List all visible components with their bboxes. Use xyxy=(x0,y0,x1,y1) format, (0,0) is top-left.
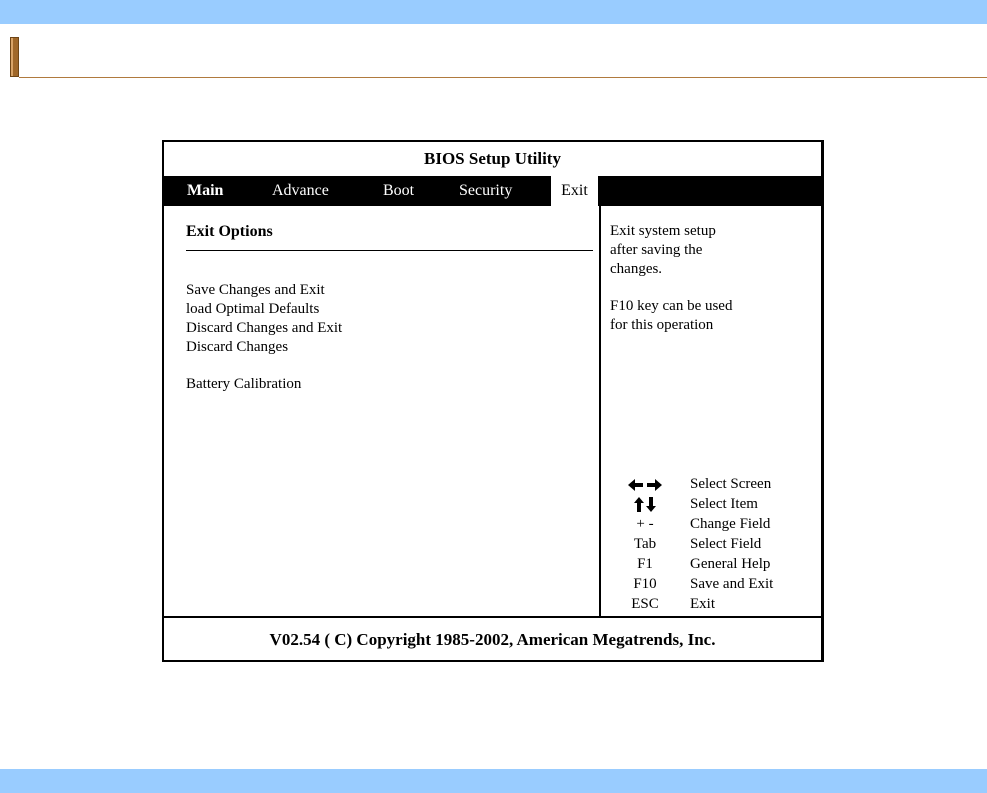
tab-advance[interactable]: Advance xyxy=(272,182,329,199)
option-discard-changes[interactable]: Discard Changes xyxy=(186,339,289,355)
tab-security[interactable]: Security xyxy=(459,182,513,199)
bios-setup-window xyxy=(162,140,824,662)
key-label: F1 xyxy=(637,556,653,572)
exit-options-pane xyxy=(164,206,599,616)
bios-menubar xyxy=(164,176,821,206)
key-desc: Select Item xyxy=(690,496,758,512)
pane-divider xyxy=(599,206,601,616)
left-right-arrows-icon xyxy=(610,474,680,494)
tab-exit[interactable]: Exit xyxy=(551,176,598,206)
option-load-optimal-defaults[interactable]: load Optimal Defaults xyxy=(186,301,320,317)
bottom-banner xyxy=(0,769,987,793)
key-desc: Select Field xyxy=(690,536,762,552)
section-marker xyxy=(10,37,19,77)
help-note-line: for this operation xyxy=(610,317,714,333)
help-line: changes. xyxy=(610,261,663,277)
up-down-arrows-icon xyxy=(610,494,680,514)
key-desc: Save and Exit xyxy=(690,576,774,592)
key-desc: Select Screen xyxy=(690,476,772,492)
key-desc: Exit xyxy=(690,596,715,612)
key-desc: Change Field xyxy=(690,516,771,532)
key-label: ESC xyxy=(631,596,659,612)
section-heading: Exit Options xyxy=(186,223,273,240)
tab-main[interactable]: Main xyxy=(187,182,224,199)
key-desc: General Help xyxy=(690,556,771,572)
help-panel xyxy=(610,222,732,335)
help-line: Exit system setup xyxy=(610,223,716,239)
key-label: F10 xyxy=(633,576,657,592)
section-divider xyxy=(19,77,987,78)
option-save-changes-and-exit[interactable]: Save Changes and Exit xyxy=(186,282,325,298)
heading-underline xyxy=(186,250,593,251)
option-battery-calibration[interactable]: Battery Calibration xyxy=(186,376,302,392)
tab-boot[interactable]: Boot xyxy=(383,182,415,199)
top-banner xyxy=(0,0,987,24)
key-label: + - xyxy=(636,516,654,532)
help-note-line: F10 key can be used xyxy=(610,298,733,314)
key-label: Tab xyxy=(633,536,657,552)
help-line: after saving the xyxy=(610,242,703,258)
option-discard-changes-and-exit[interactable]: Discard Changes and Exit xyxy=(186,320,343,336)
copyright-footer: V02.54 ( C) Copyright 1985-2002, American Megatrends, Inc. xyxy=(164,616,821,662)
bios-title: BIOS Setup Utility xyxy=(424,149,561,168)
